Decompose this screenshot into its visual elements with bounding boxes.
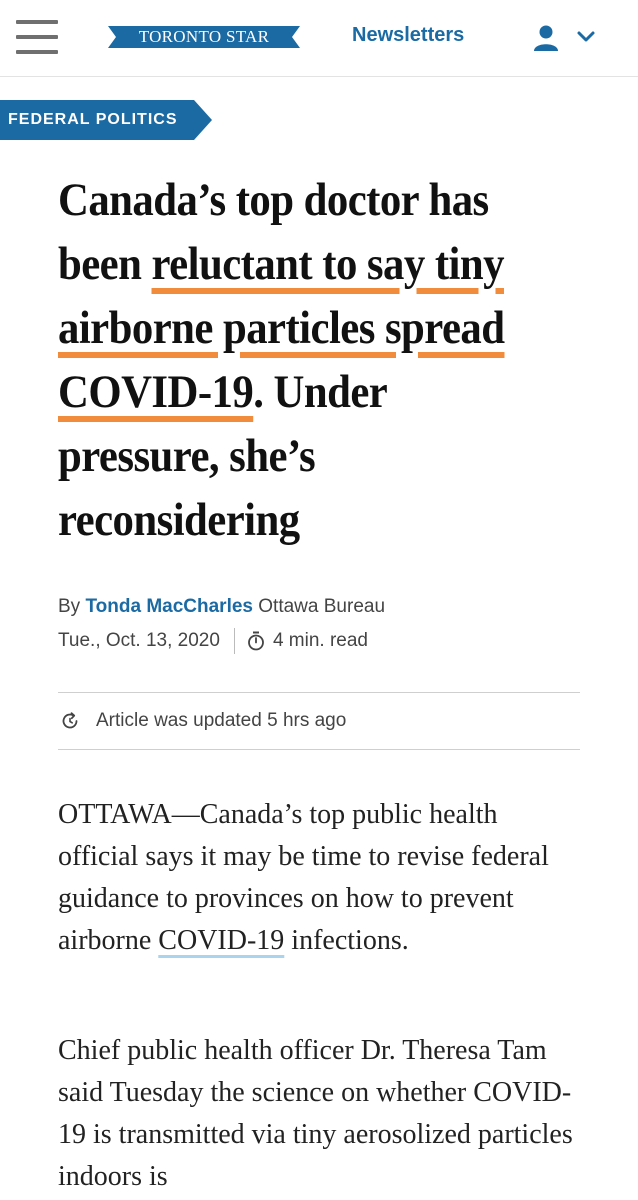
- chevron-down-icon: [576, 30, 596, 44]
- top-navigation-bar: [0, 0, 638, 77]
- publish-date: Tue., Oct. 13, 2020: [58, 630, 220, 651]
- bureau-label: Ottawa Bureau: [258, 596, 386, 617]
- article-paragraph-2: Chief public health officer Dr. Theresa Tam said Tuesday the science on whether COVID-19 is transmitted via tiny aerosolized particles indoors is: [58, 1035, 573, 1192]
- paragraph-text-end: infections.: [284, 925, 409, 956]
- headline-text-end: . Under pressure, she’s reconsidering: [58, 366, 387, 546]
- toronto-star-logo[interactable]: [108, 26, 300, 48]
- article-meta: [58, 628, 368, 654]
- covid-19-topic-link[interactable]: COVID-19: [158, 925, 285, 956]
- author-link[interactable]: Tonda MacCharles: [85, 596, 253, 617]
- byline: [58, 596, 385, 618]
- section-label: FEDERAL POLITICS: [8, 111, 178, 128]
- paragraph-text: OTTAWA—Canada’s top public health official says it may be time to revise federal guidance to provinces on how to prevent airborne: [58, 799, 549, 956]
- update-notice: [58, 692, 580, 750]
- person-icon: [532, 24, 560, 52]
- timer-icon: [247, 631, 265, 651]
- refresh-icon: [60, 711, 80, 731]
- hamburger-menu-icon[interactable]: [16, 20, 58, 54]
- account-menu-button[interactable]: [528, 20, 600, 56]
- logo-text: TORONTO STAR: [138, 27, 270, 46]
- headline-highlight: reluctant to say tiny airborne particles spread COVID-19: [58, 238, 505, 418]
- byline-prefix: By: [58, 596, 81, 617]
- newsletters-link[interactable]: Newsletters: [352, 24, 465, 46]
- article-headline: [58, 168, 549, 552]
- article-paragraph-1: [58, 794, 583, 962]
- meta-divider: [234, 628, 235, 654]
- headline-text: Canada’s top doctor has been: [58, 174, 489, 290]
- read-time: 4 min. read: [272, 630, 368, 651]
- update-text: Article was updated 5 hrs ago: [96, 710, 347, 731]
